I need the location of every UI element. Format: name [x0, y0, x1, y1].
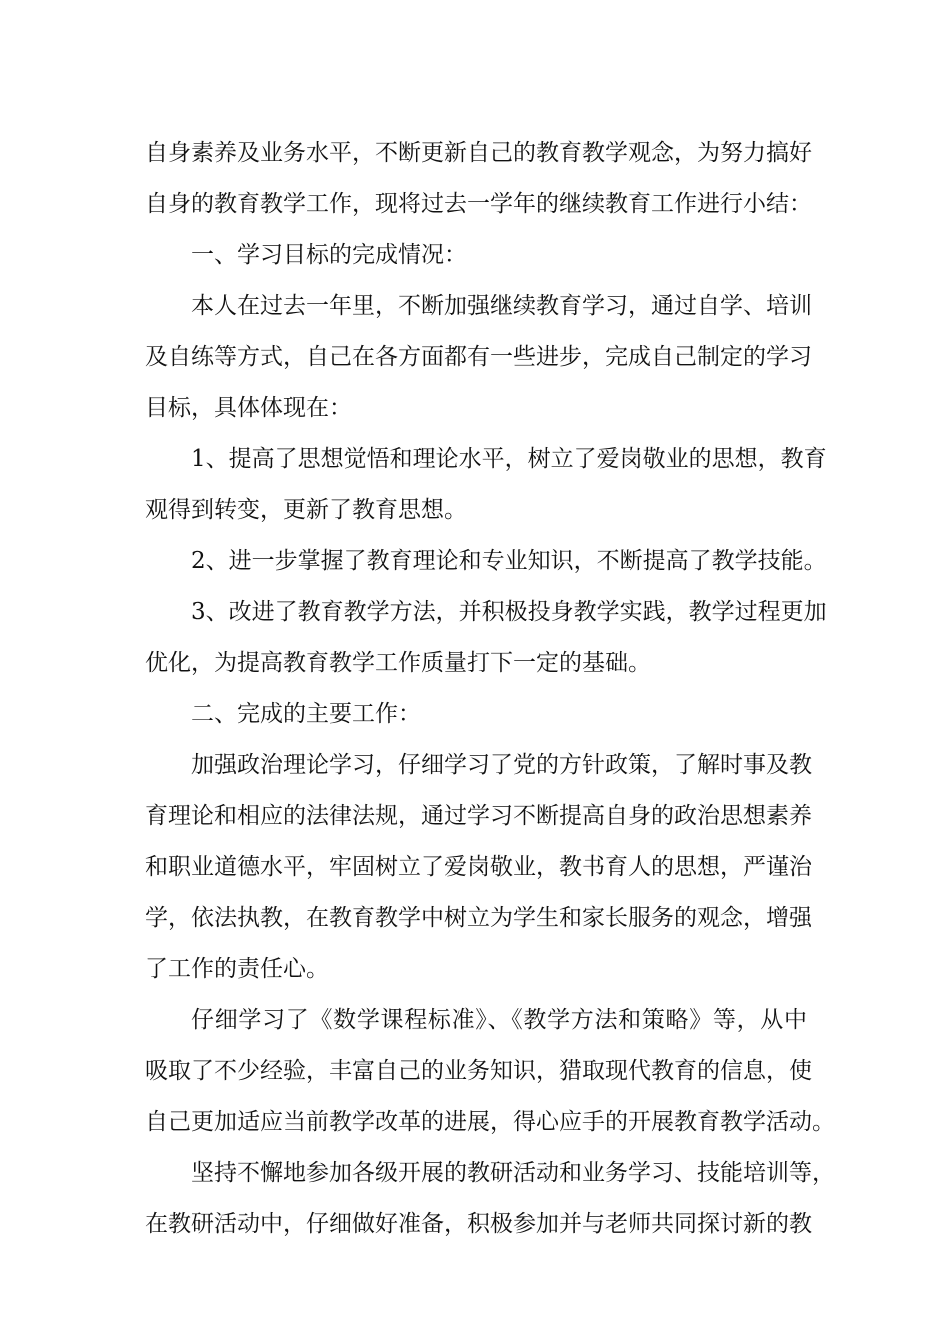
text-line: 加强政治理论学习，仔细学习了党的方针政策，了解时事及教 [191, 752, 812, 778]
text-line: 学，依法执教，在教育教学中树立为学生和家长服务的观念，增强 [145, 905, 812, 931]
text-line: 吸取了不少经验，丰富自己的业务知识，猎取现代教育的信息，使 [145, 1058, 812, 1084]
list-item-line: 3、改进了教育教学方法，并积极投身教学实践，教学过程更加 [191, 599, 827, 625]
text-line: 育理论和相应的法律法规，通过学习不断提高自身的政治思想素养 [145, 803, 812, 829]
text-line: 目标，具体体现在： [145, 395, 352, 421]
text-line: 自己更加适应当前教学改革的进展，得心应手的开展教育教学活动。 [145, 1109, 835, 1135]
list-item-line: 优化，为提高教育教学工作质量打下一定的基础。 [145, 650, 651, 676]
text-line: 自身的教育教学工作，现将过去一学年的继续教育工作进行小结： [145, 191, 812, 217]
text-line: 了工作的责任心。 [145, 956, 329, 982]
list-item-line: 1、提高了思想觉悟和理论水平，树立了爱岗敬业的思想，教育 [191, 446, 827, 472]
text-line: 在教研活动中，仔细做好准备，积极参加并与老师共同探讨新的教 [145, 1211, 812, 1237]
text-line: 坚持不懈地参加各级开展的教研活动和业务学习、技能培训等， [191, 1160, 835, 1186]
text-line: 和职业道德水平，牢固树立了爱岗敬业，教书育人的思想，严谨治 [145, 854, 812, 880]
text-line: 仔细学习了《数学课程标准》、《教学方法和策略》等，从中 [191, 1007, 807, 1033]
text-line: 及自练等方式，自己在各方面都有一些进步，完成自己制定的学习 [145, 344, 812, 370]
section-heading: 二、完成的主要工作： [191, 701, 421, 727]
text-line: 本人在过去一年里，不断加强继续教育学习，通过自学、培训 [191, 293, 812, 319]
document-body [145, 128, 835, 1250]
text-line: 自身素养及业务水平，不断更新自己的教育教学观念，为努力搞好 [145, 140, 812, 166]
section-heading: 一、学习目标的完成情况： [191, 242, 467, 268]
list-item-line: 观得到转变，更新了教育思想。 [145, 497, 467, 523]
list-item-line: 2、进一步掌握了教育理论和专业知识，不断提高了教学技能。 [191, 548, 827, 574]
